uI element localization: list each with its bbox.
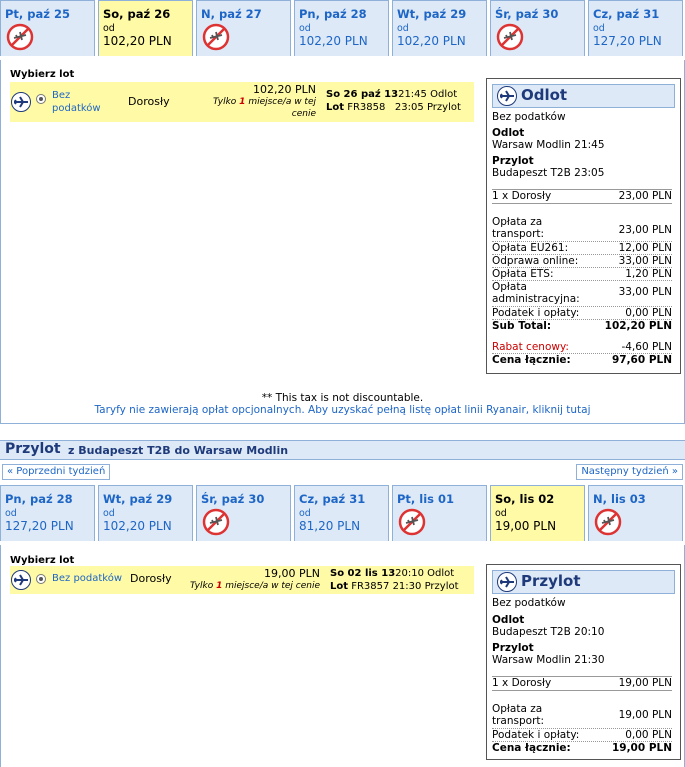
tab-day: Wt, paź 29 — [397, 7, 467, 21]
return-summary-box — [486, 564, 681, 760]
tab-day: Śr, paź 30 — [495, 7, 559, 21]
prev-week-button[interactable]: « Poprzedni tydzień — [2, 464, 110, 480]
tab-day: Pt, lis 01 — [397, 492, 455, 506]
summary-arr-label: Przylot — [492, 642, 534, 654]
no-flights-icon — [594, 508, 622, 536]
tab-outbound-3[interactable] — [294, 0, 389, 56]
plane-icon — [497, 572, 517, 592]
tab-day: Cz, paź 31 — [593, 7, 660, 21]
summary-arr-value: Warsaw Modlin 21:30 — [492, 654, 605, 666]
tab-day: Pn, paź 28 — [299, 7, 367, 21]
availability-note: Tylko 1 miejsce/a w tej cenie — [213, 97, 316, 119]
summary-dep-label: Odlot — [492, 614, 525, 626]
tax-note: ** This tax is not discountable. — [261, 392, 424, 404]
summary-pax-row: 1 x Dorosły 19,00 PLN — [492, 677, 672, 689]
tab-price: 102,20 PLN — [103, 519, 172, 533]
no-flights-icon — [202, 23, 230, 51]
plane-icon — [11, 92, 31, 112]
tab-price: 102,20 PLN — [299, 34, 368, 48]
summary-fee-row: Opłata ETS: 1,20 PLN — [492, 268, 672, 280]
tab-return-1[interactable] — [98, 485, 193, 541]
tab-day: Cz, paź 31 — [299, 492, 366, 506]
flight-price: 102,20 PLN — [253, 83, 316, 96]
choose-flight-label: Wybierz lot — [10, 555, 75, 566]
summary-title: Odlot — [521, 86, 568, 104]
fare-radio[interactable] — [36, 94, 46, 104]
summary-fee-row: Opłata za transport: 23,00 PLN — [492, 216, 672, 240]
no-flights-icon — [6, 23, 34, 51]
availability-note: Tylko 1 miejsce/a w tej cenie — [189, 581, 320, 591]
tab-return-4[interactable] — [392, 485, 487, 541]
summary-fare: Bez podatków — [492, 597, 566, 609]
tab-outbound-2[interactable] — [196, 0, 291, 56]
summary-fee-row: Opłata za transport: 19,00 PLN — [492, 703, 672, 727]
summary-fee-row: Podatek i opłaty: 0,00 PLN — [492, 307, 672, 319]
summary-dep-value: Budapeszt T2B 20:10 — [492, 626, 605, 638]
tab-outbound-4[interactable] — [392, 0, 487, 56]
next-week-button[interactable]: Następny tydzień » — [576, 464, 683, 480]
return-header-bar — [0, 440, 685, 460]
summary-pax-row: 1 x Dorosły 23,00 PLN — [492, 190, 672, 202]
tab-day: Śr, paź 30 — [201, 492, 265, 506]
tab-day: Pt, paź 25 — [5, 7, 70, 21]
plane-icon — [11, 570, 31, 590]
tab-day: N, paź 27 — [201, 7, 262, 21]
outbound-date-tabs — [0, 0, 685, 56]
passenger-type: Dorosły — [130, 572, 172, 585]
tab-day: N, lis 03 — [593, 492, 646, 506]
tab-price: 127,20 PLN — [593, 34, 662, 48]
tab-price: 102,20 PLN — [103, 34, 172, 48]
tab-price: 127,20 PLN — [5, 519, 74, 533]
return-date-tabs — [0, 485, 685, 541]
return-title: Przylot — [5, 441, 61, 457]
tab-outbound-5[interactable] — [490, 0, 585, 56]
choose-flight-label: Wybierz lot — [10, 69, 75, 80]
tab-od: od — [5, 508, 17, 519]
flight-price: 19,00 PLN — [264, 567, 320, 580]
tab-day: Pn, paź 28 — [5, 492, 73, 506]
summary-fee-row: Opłata EU261: 12,00 PLN — [492, 242, 672, 254]
fare-radio[interactable] — [36, 574, 46, 584]
summary-fee-row: Opłata administracyjna: 33,00 PLN — [492, 281, 672, 305]
summary-total: Cena łącznie: 97,60 PLN — [492, 354, 672, 366]
summary-subtotal: Sub Total: 102,20 PLN — [492, 320, 672, 332]
tab-od: od — [299, 23, 311, 34]
tab-day: So, paź 26 — [103, 7, 171, 21]
summary-arr-label: Przylot — [492, 155, 534, 167]
flight-arrival: Lot FR3857 21:30 Przylot — [330, 581, 459, 592]
summary-fee-row: Odprawa online: 33,00 PLN — [492, 255, 672, 267]
tab-return-2[interactable] — [196, 485, 291, 541]
no-flights-icon — [202, 508, 230, 536]
tab-return-3[interactable] — [294, 485, 389, 541]
no-flights-icon — [398, 508, 426, 536]
tab-price: 102,20 PLN — [397, 34, 466, 48]
tab-outbound-0[interactable] — [0, 0, 95, 56]
tab-return-6[interactable] — [588, 485, 683, 541]
outbound-flight-row[interactable] — [10, 82, 474, 122]
tab-price: 19,00 PLN — [495, 519, 557, 533]
tab-od: od — [593, 23, 605, 34]
fares-info-link[interactable]: Taryfy nie zawierają opłat opcjonalnych. Aby uzyskać pełną listę opłat linii Ryanair, kliknij tutaj — [94, 404, 591, 416]
tab-od: od — [103, 23, 115, 34]
summary-total: Cena łącznie: 19,00 PLN — [492, 742, 672, 754]
summary-arr-value: Budapeszt T2B 23:05 — [492, 167, 605, 179]
tab-od: od — [397, 23, 409, 34]
return-flight-row[interactable] — [10, 566, 474, 594]
tab-outbound-1[interactable] — [98, 0, 193, 56]
tab-outbound-6[interactable] — [588, 0, 683, 56]
passenger-type: Dorosły — [128, 95, 170, 108]
tab-day: So, lis 02 — [495, 492, 555, 506]
no-flights-icon — [496, 23, 524, 51]
summary-discount: Rabat cenowy: -4,60 PLN — [492, 341, 672, 353]
flight-departure: So 02 lis 1320:10 Odlot — [330, 568, 455, 579]
summary-header — [492, 84, 675, 108]
summary-title: Przylot — [521, 572, 581, 590]
summary-fare: Bez podatków — [492, 111, 566, 123]
tab-return-5[interactable] — [490, 485, 585, 541]
flight-arrival: Lot FR3858 23:05 Przylot — [326, 102, 461, 113]
tab-od: od — [103, 508, 115, 519]
tab-price: 81,20 PLN — [299, 519, 361, 533]
summary-fee-row: Podatek i opłaty: 0,00 PLN — [492, 729, 672, 741]
summary-dep-label: Odlot — [492, 127, 525, 139]
tab-od: od — [299, 508, 311, 519]
fare-link[interactable]: Bez podatków — [52, 573, 123, 584]
tab-return-0[interactable] — [0, 485, 95, 541]
tab-od: od — [495, 508, 507, 519]
summary-header — [492, 570, 675, 594]
summary-dep-value: Warsaw Modlin 21:45 — [492, 139, 605, 151]
return-route: z Budapeszt T2B do Warsaw Modlin — [68, 444, 289, 457]
flight-departure: So 26 paź 1321:45 Odlot — [326, 89, 458, 100]
outbound-summary-box — [486, 78, 681, 374]
fare-link[interactable]: Bez podatków — [52, 90, 101, 114]
tab-day: Wt, paź 29 — [103, 492, 173, 506]
plane-icon — [497, 86, 517, 106]
